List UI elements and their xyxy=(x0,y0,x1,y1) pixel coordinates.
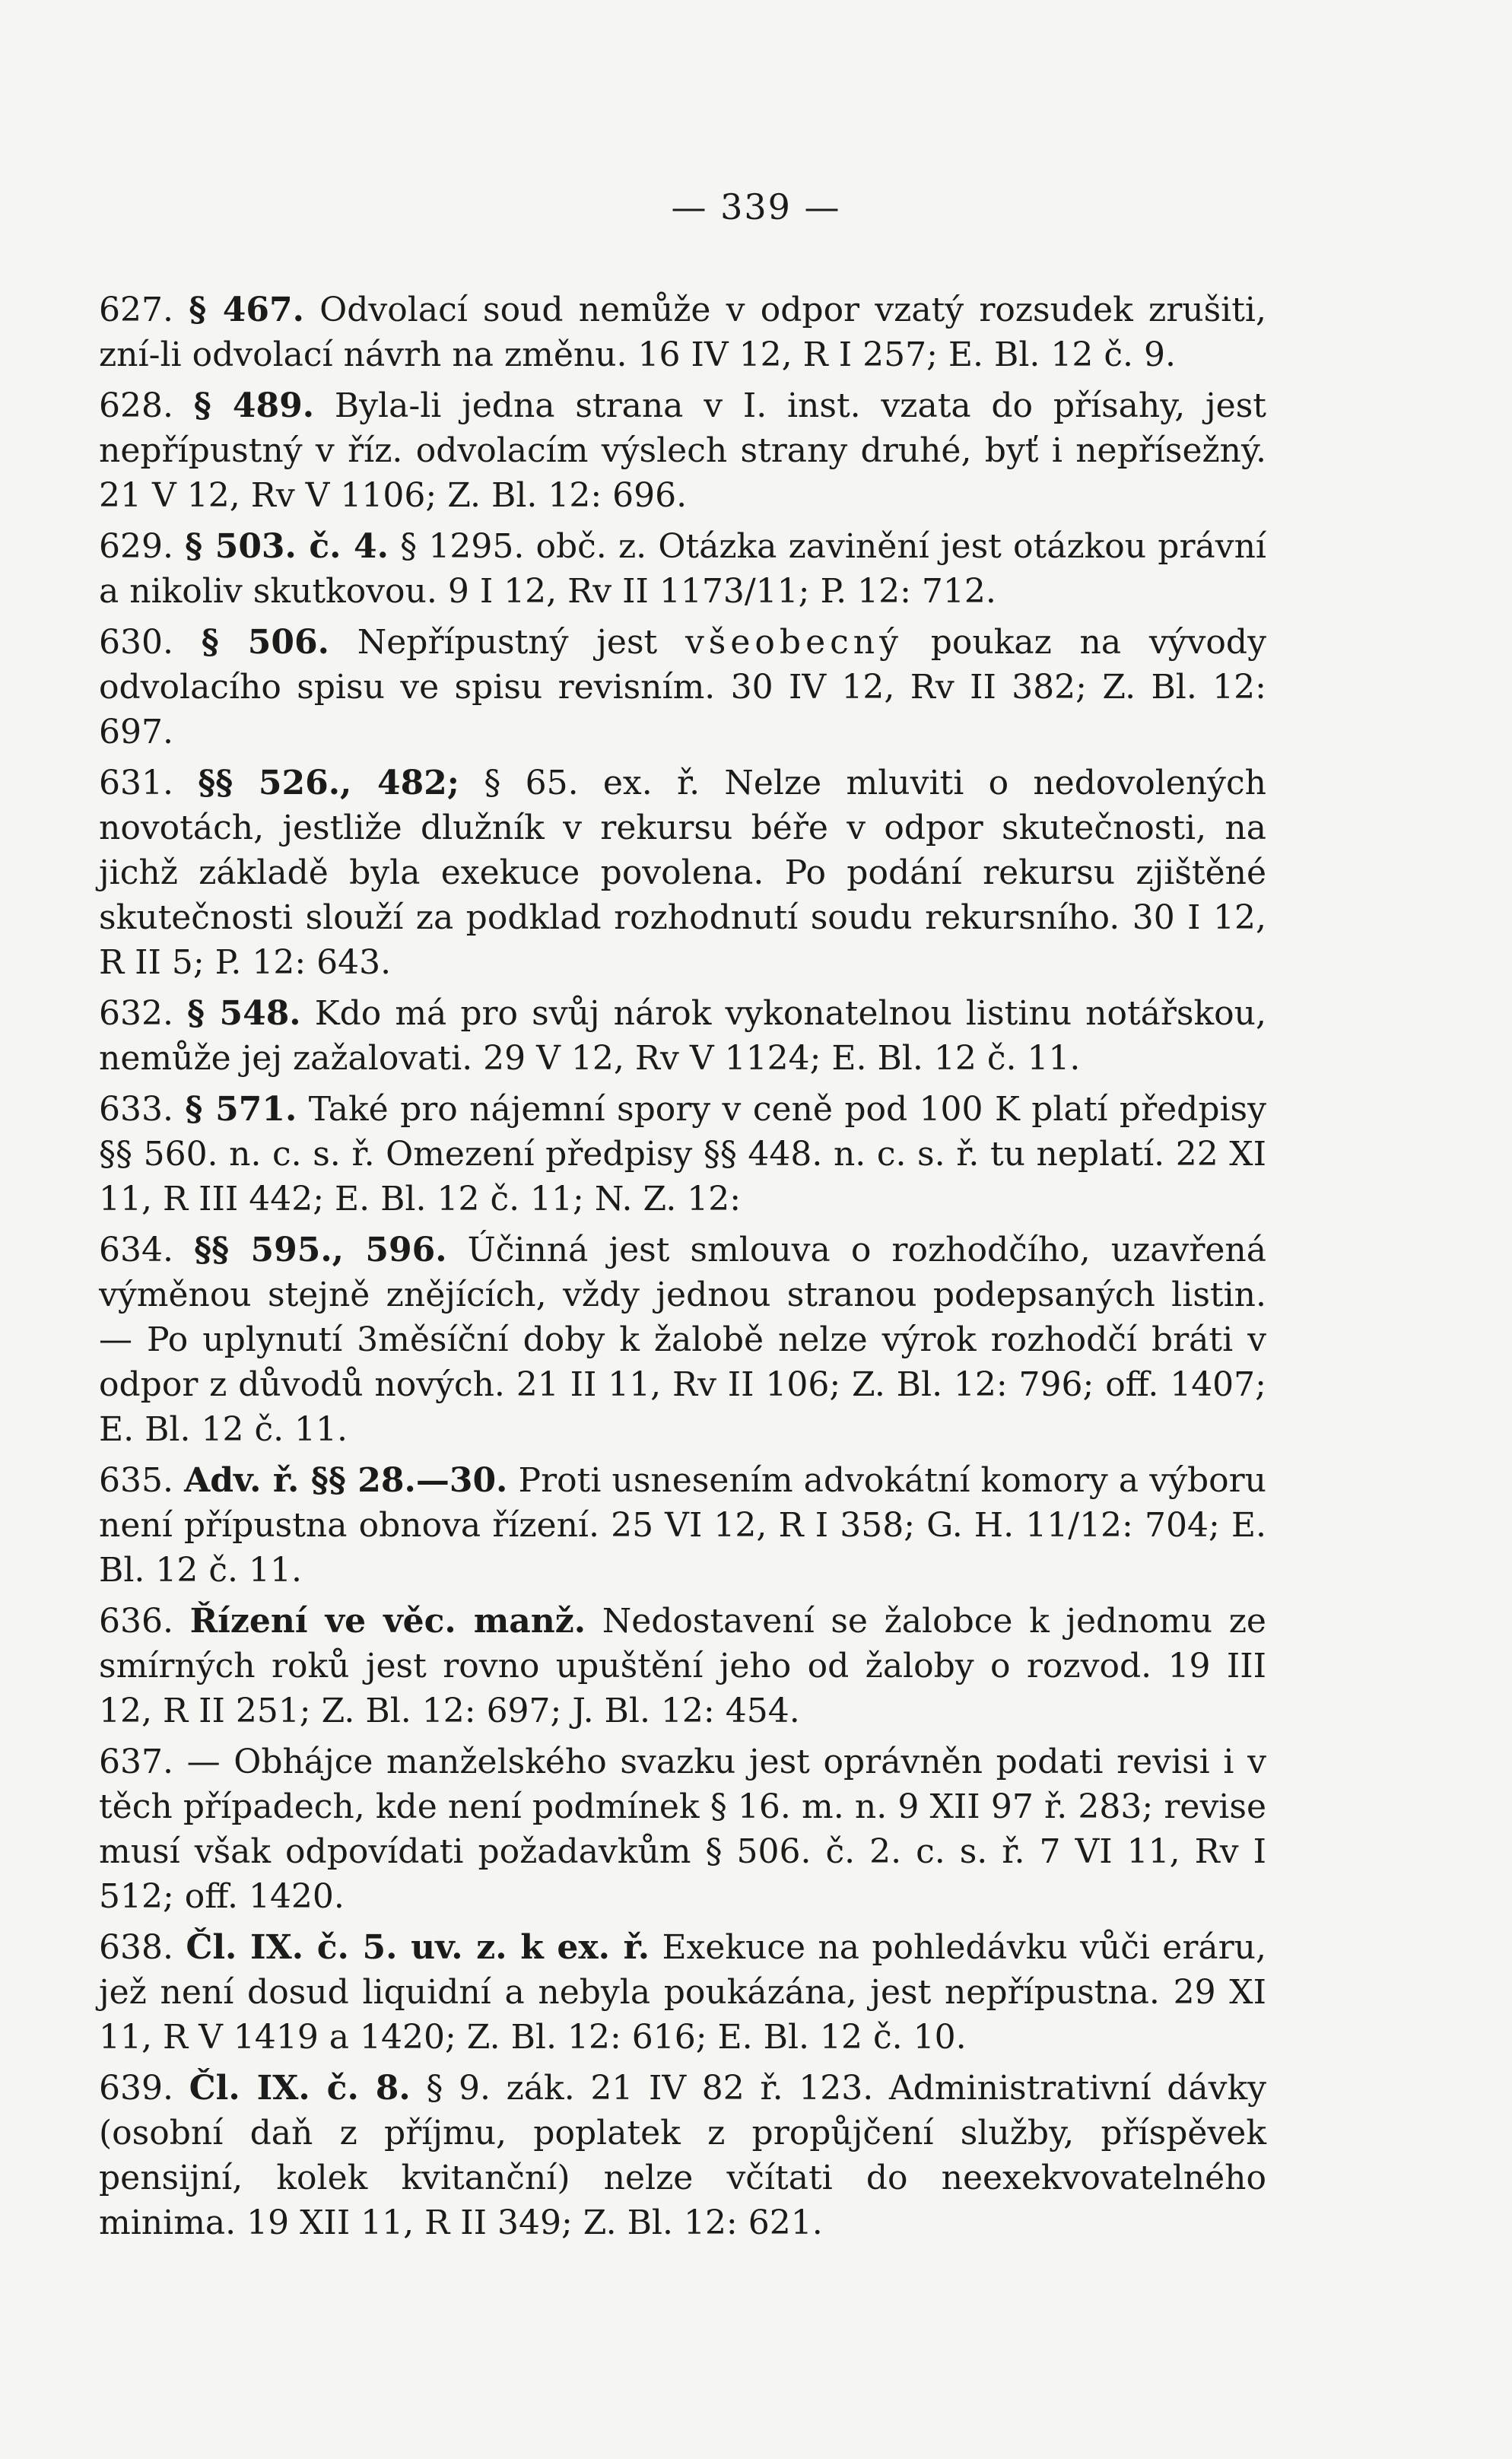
entry-632 xyxy=(99,991,1266,1081)
entry-number: 628. xyxy=(99,386,173,425)
entry-number: 637. xyxy=(99,1743,173,1781)
entry-636 xyxy=(99,1599,1266,1733)
entry-630 xyxy=(99,620,1266,755)
entry-number: 638. xyxy=(99,1928,173,1967)
entry-text-spaced: všeobecný xyxy=(685,623,903,662)
entry-text: Nepřípustný jest xyxy=(357,623,658,662)
entry-text: Účinná jest smlouva o rozhodčího, uzavřená výměnou stejně znějících, vždy jednou stranou podepsaných listin. — Po uplynutí 3měsíční doby k žalobě nelze výrok rozhodčí bráti v odpor z důvodů nových. 21 II 11, Rv II 106; Z. Bl. 12: 796; off. 1407; E. Bl. 12 č. 11. xyxy=(99,1231,1266,1449)
entry-reference: § 489. xyxy=(193,386,315,425)
entry-629 xyxy=(99,524,1266,614)
page-number: — 339 — xyxy=(671,186,841,227)
entry-633 xyxy=(99,1087,1266,1222)
text-column xyxy=(99,288,1266,2251)
entry-reference: § 506. xyxy=(201,623,329,662)
entry-number: 639. xyxy=(99,2069,173,2108)
entry-reference: § 467. xyxy=(189,291,304,329)
entry-627 xyxy=(99,288,1266,377)
entry-text: Byla-li jedna strana v I. inst. vzata do přísahy, jest nepřípustný v říz. odvolacím výslech strany druhé, byť i nepřísežný. 21 V 12, Rv V 1106; Z. Bl. 12: 696. xyxy=(99,386,1266,515)
entry-number: 630. xyxy=(99,623,173,662)
entry-637 xyxy=(99,1739,1266,1919)
entry-631 xyxy=(99,761,1266,985)
entry-text: Proti usnesením advokátní komory a výboru není přípustna obnova řízení. 25 VI 12, R I 358; G. H. 11/12: 704; E. Bl. 12 č. 11. xyxy=(99,1461,1266,1590)
entry-number: 634. xyxy=(99,1231,173,1269)
entry-reference: Čl. IX. č. 5. uv. z. k ex. ř. xyxy=(186,1928,650,1967)
entry-number: 631. xyxy=(99,764,173,802)
entry-text: — Obhájce manželského svazku jest oprávněn podati revisi i v těch případech, kde není podmínek § 16. m. n. 9 XII 97 ř. 283; revise musí však odpovídati požadavkům § 506. č. 2. c. s. ř. 7 VI 11, Rv I 512; off. 1420. xyxy=(99,1743,1266,1916)
entry-reference: § 548. xyxy=(187,994,301,1033)
entry-638 xyxy=(99,1925,1266,2060)
entry-reference: Adv. ř. §§ 28.—30. xyxy=(184,1461,508,1500)
entry-text: Exekuce na pohledávku vůči eráru, jež není dosud liquidní a nebyla poukázána, jest nepřípustna. 29 XI 11, R V 1419 a 1420; Z. Bl. 12: 616; E. Bl. 12 č. 10. xyxy=(99,1928,1266,2057)
entry-text: poukaz na vývody odvolacího spisu ve spisu revisním. 30 IV 12, Rv II 382; Z. Bl. 12: 697. xyxy=(99,623,1266,751)
entry-reference: §§ 526., 482; xyxy=(198,764,460,802)
entry-reference: Řízení ve věc. manž. xyxy=(189,1602,586,1641)
entry-628 xyxy=(99,383,1266,518)
entry-number: 629. xyxy=(99,527,173,566)
entry-635 xyxy=(99,1458,1266,1593)
entry-text: Nedostavení se žalobce k jednomu ze smírných roků jest rovno upuštění jeho od žaloby o rozvod. 19 III 12, R II 251; Z. Bl. 12: 697; J. Bl. 12: 454. xyxy=(99,1602,1266,1730)
entry-text: Také pro nájemní spory v ceně pod 100 K platí předpisy §§ 560. n. c. s. ř. Omezení předpisy §§ 448. n. c. s. ř. tu neplatí. 22 XI 11, R III 442; E. Bl. 12 č. 11; N. Z. 12: xyxy=(99,1090,1266,1218)
entry-reference: §§ 595., 596. xyxy=(194,1231,447,1269)
entry-634 xyxy=(99,1228,1266,1452)
entry-text: Odvolací soud nemůže v odpor vzatý rozsudek zrušiti, zní-li odvolací návrh na změnu. 16 IV 12, R I 257; E. Bl. 12 č. 9. xyxy=(99,291,1266,374)
entry-reference: § 571. xyxy=(185,1090,297,1129)
entry-text: § 9. zák. 21 IV 82 ř. 123. Administrativní dávky (osobní daň z příjmu, poplatek z propůjčení služby, příspěvek pensijní, kolek kvitanční) nelze včítati do neexekvovatelného minima. 19 XII 11, R II 349; Z. Bl. 12: 621. xyxy=(99,2069,1266,2242)
entry-639 xyxy=(99,2066,1266,2245)
entry-number: 635. xyxy=(99,1461,173,1500)
entry-number: 632. xyxy=(99,994,173,1033)
entry-number: 627. xyxy=(99,291,173,329)
entry-reference: § 503. č. 4. xyxy=(185,527,389,566)
entry-number: 636. xyxy=(99,1602,173,1641)
entry-text: § 1295. obč. z. Otázka zavinění jest otázkou právní a nikoliv skutkovou. 9 I 12, Rv II 1173/11; P. 12: 712. xyxy=(99,527,1266,611)
entry-text: § 65. ex. ř. Nelze mluviti o nedovolených novotách, jestliže dlužník v rekursu béře v odpor skutečnosti, na jichž základě byla exekuce povolena. Po podání rekursu zjištěné skutečnosti slouží za podklad rozhodnutí soudu rekursního. 30 I 12, R II 5; P. 12: 643. xyxy=(99,764,1266,982)
entry-number: 633. xyxy=(99,1090,173,1129)
entry-reference: Čl. IX. č. 8. xyxy=(189,2069,411,2108)
entry-text: Kdo má pro svůj nárok vykonatelnou listinu notářskou, nemůže jej zažalovati. 29 V 12, Rv V 1124; E. Bl. 12 č. 11. xyxy=(99,994,1266,1078)
